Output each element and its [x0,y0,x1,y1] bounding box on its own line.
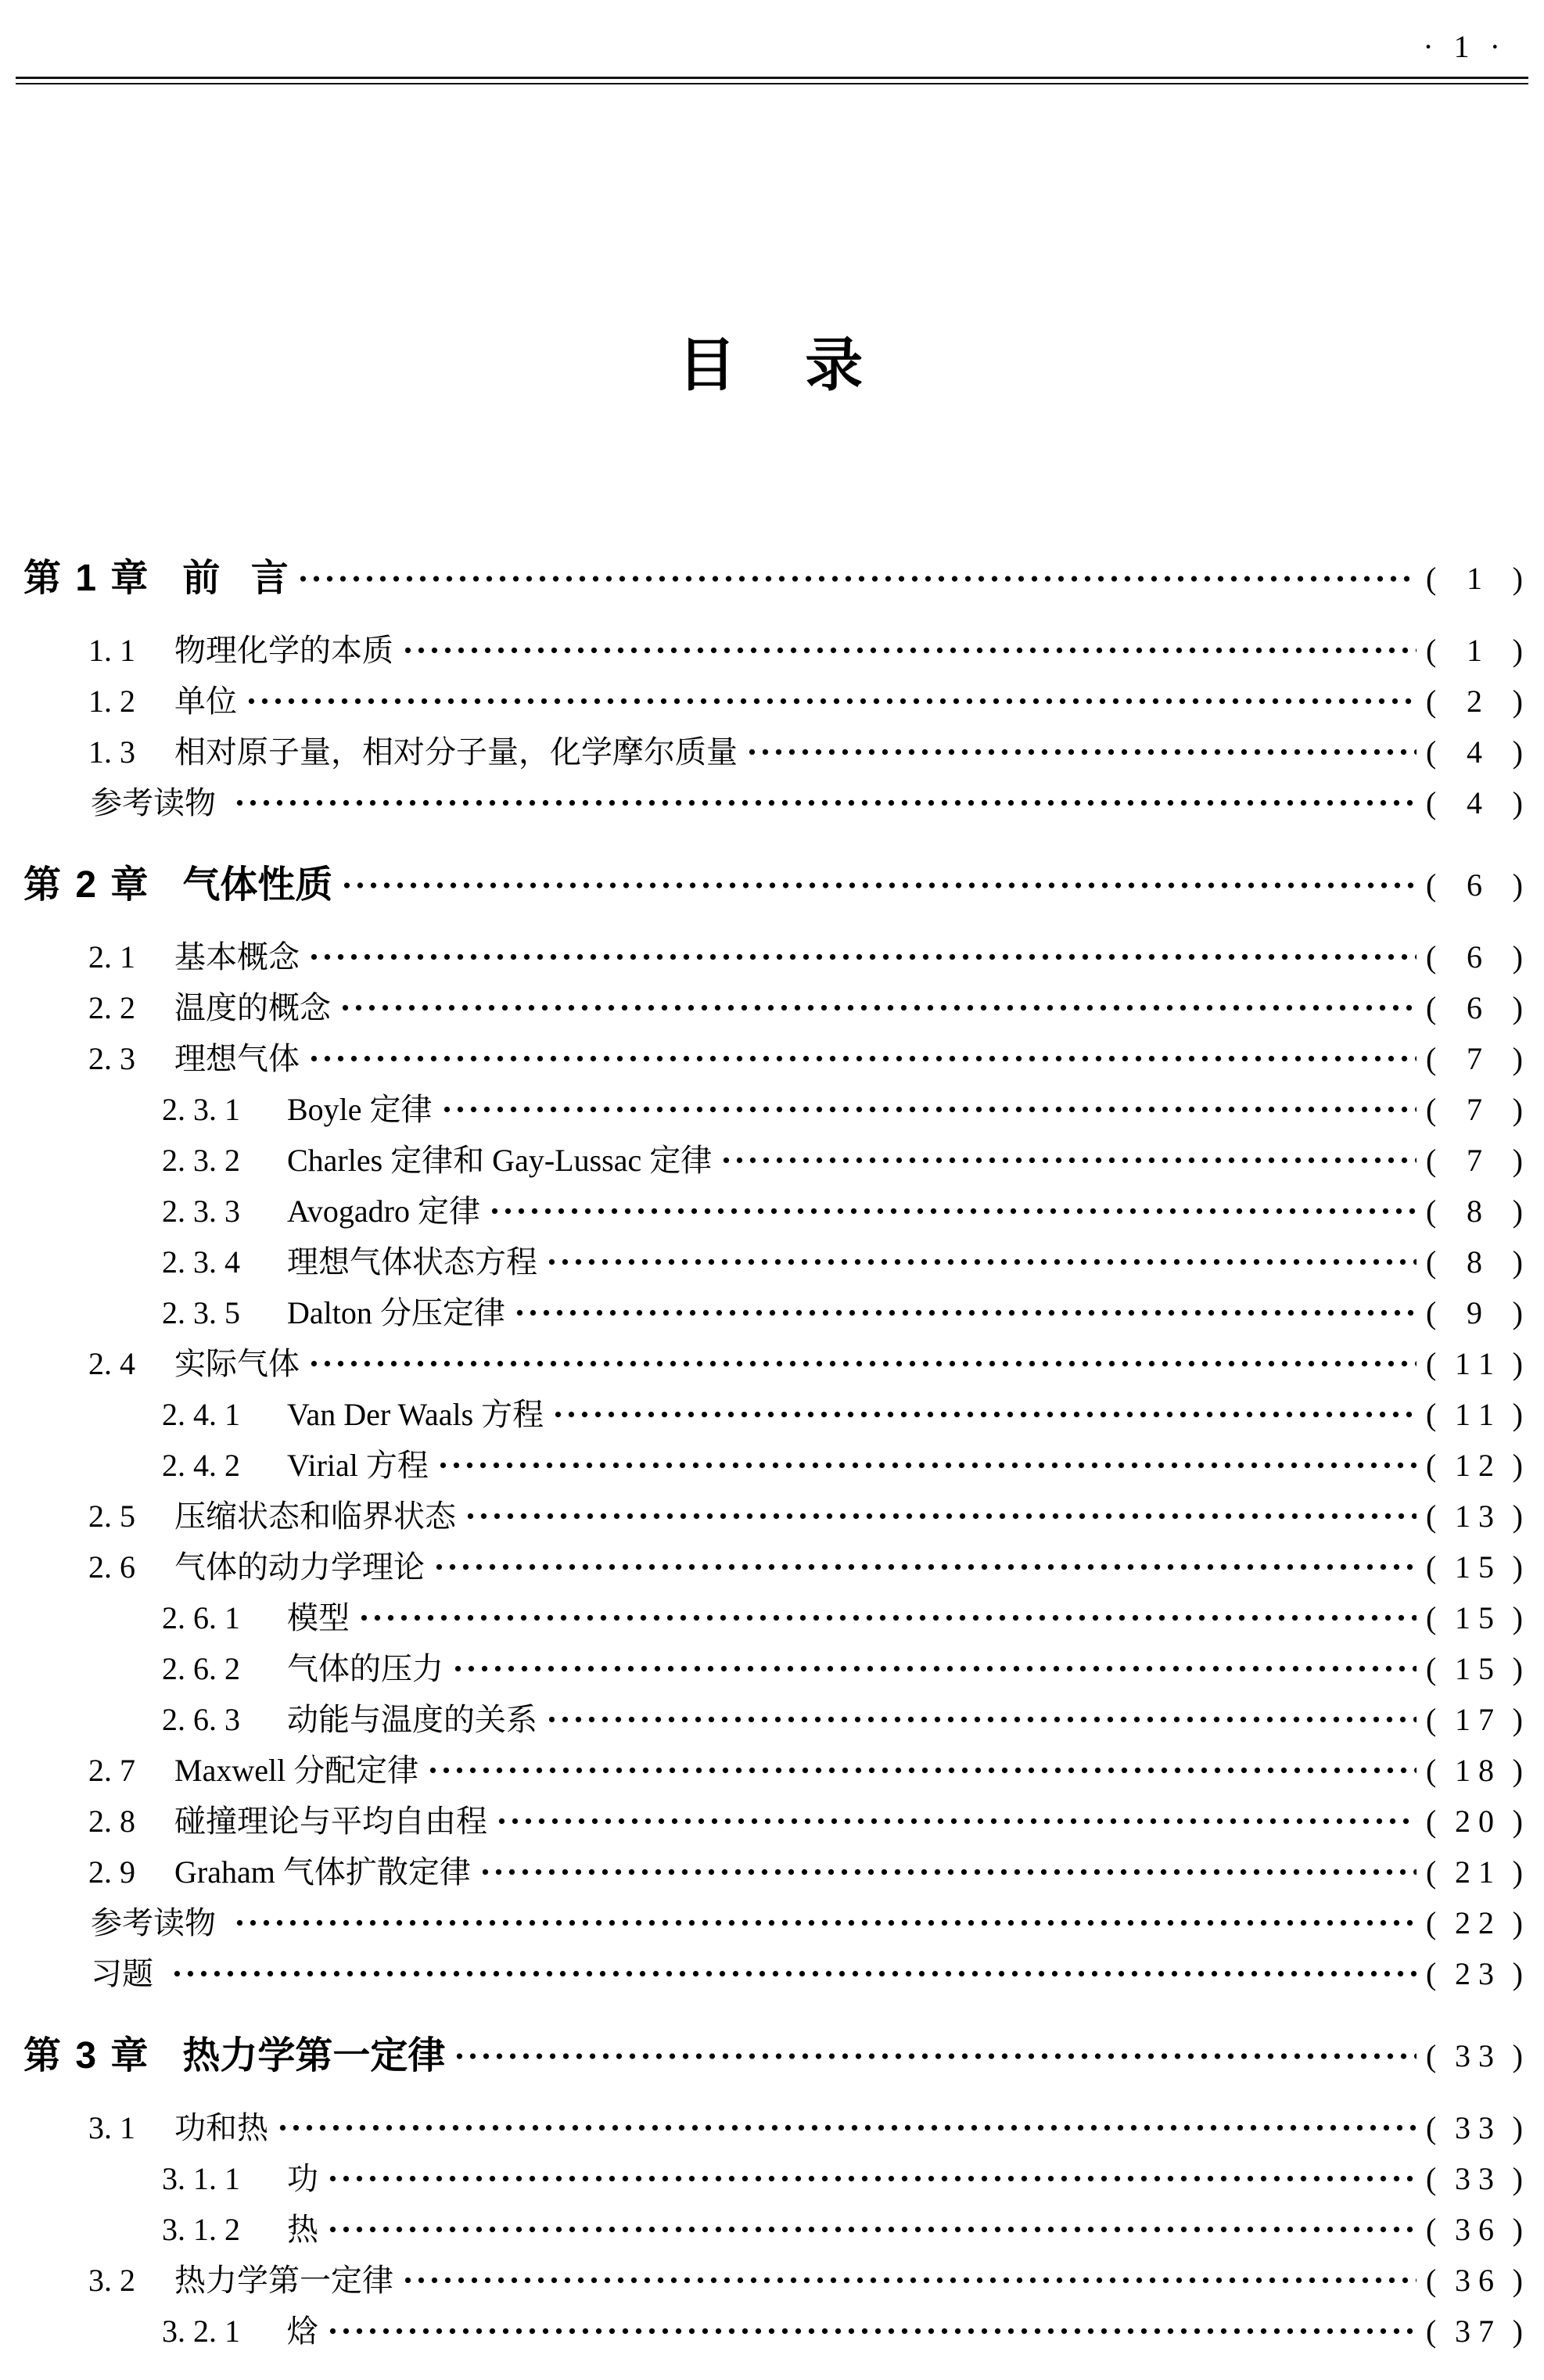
dot-leader [326,2204,1417,2255]
page-digits: 6 [1467,939,1482,975]
paren-open: ( [1426,1396,1437,1432]
toc-entry [0,553,1523,605]
entry-title: 实际气体 [174,1345,300,1381]
toc-entry [0,860,1523,911]
page-number [1426,1244,1523,1280]
toc-entry [0,1135,1523,1186]
dot-leader [326,2306,1417,2357]
page-number [1426,2038,1523,2073]
toc-entry [0,1033,1523,1084]
paren-close: ) [1512,1498,1523,1534]
entry-title: 热力学第一定律 [174,2262,393,2298]
toc-entry [0,1542,1523,1592]
paren-open: ( [1426,1498,1437,1534]
page-number [1426,1345,1523,1381]
paren-close: ) [1512,1904,1523,1940]
paren-open: ( [1426,1345,1437,1381]
page-digits: 8 [1467,1193,1482,1229]
dot-leader [495,1796,1417,1847]
page-digits: 2 3 [1455,1955,1494,1991]
paren-close: ) [1512,2109,1523,2145]
entry-title: 相对原子量，相对分子量，化学摩尔质量 [174,734,738,770]
toc-entry [0,2153,1523,2204]
entry-number: 2. 5 [88,1498,135,1534]
paren-close: ) [1512,734,1523,770]
dot-leader [307,932,1417,982]
paren-close: ) [1512,1599,1523,1635]
entry-title: 习题 [91,1955,153,1991]
entry-title: 理想气体状态方程 [287,1244,537,1280]
paren-open: ( [1426,1854,1437,1890]
entry-number: 3. 2. 1 [162,2313,240,2349]
paren-close: ) [1512,683,1523,719]
paren-open: ( [1426,2313,1437,2349]
page-number [1426,1396,1523,1432]
page-number [1426,1447,1523,1483]
paren-close: ) [1512,561,1523,596]
dot-leader [551,1389,1417,1440]
toc-entry [0,982,1523,1033]
entry-number: 1. 1 [88,632,135,668]
dot-leader [545,1694,1417,1745]
entry-title: 压缩状态和临界状态 [174,1498,456,1534]
paren-close: ) [1512,2262,1523,2298]
page-digits: 1 [1467,561,1482,596]
paren-close: ) [1512,1345,1523,1381]
page-number [1426,2160,1523,2196]
dot-leader [171,1948,1417,1999]
page-number [1426,683,1523,719]
page-digits: 4 [1467,784,1482,820]
toc-entry [0,1338,1523,1389]
page-digits: 6 [1467,989,1482,1025]
page-number [1426,1650,1523,1686]
dot-leader [745,727,1417,777]
page-number [1426,1599,1523,1635]
toc-entry [0,2030,1523,2082]
entry-number: 2. 7 [88,1752,135,1788]
page-digits: 2 [1467,683,1482,719]
toc-entry [0,1592,1523,1643]
page-digits: 6 [1467,867,1482,903]
paren-open: ( [1426,1040,1437,1076]
toc-entry [0,1897,1523,1948]
page-digits: 7 [1467,1040,1482,1076]
dot-leader [307,1338,1417,1389]
entry-number: 2. 6. 3 [162,1701,240,1737]
entry-number: 3. 2 [88,2262,135,2298]
entry-title: 物理化学的本质 [174,632,393,668]
entry-title: 动能与温度的关系 [287,1701,537,1737]
entry-title: Maxwell 分配定律 [174,1752,419,1788]
page-number [1426,2262,1523,2298]
paren-close: ) [1512,989,1523,1025]
toc-entry [0,625,1523,676]
entry-number: 2. 8 [88,1803,135,1839]
toc-entry [0,727,1523,777]
paren-open: ( [1426,1447,1437,1483]
paren-close: ) [1512,1854,1523,1890]
paren-close: ) [1512,939,1523,975]
entry-title: 功和热 [174,2109,268,2145]
dot-leader [426,1745,1417,1796]
entry-number: 2. 3. 3 [162,1193,240,1229]
dot-leader [545,1237,1417,1287]
page-number [1426,1955,1523,1991]
page-number [1426,1142,1523,1178]
entry-title: Virial 方程 [287,1447,429,1483]
entry-title: 气体性质 [182,864,333,906]
page-digits: 4 [1467,734,1482,770]
dot-leader [307,1033,1417,1084]
toc-entry [0,1847,1523,1897]
page-digits: 3 7 [1455,2313,1494,2349]
entry-number: 2. 4. 1 [162,1396,240,1432]
dot-leader [488,1186,1417,1237]
entry-number: 2. 4 [88,1345,135,1381]
entry-title: 温度的概念 [174,989,331,1025]
paren-close: ) [1512,1040,1523,1076]
page-digits: 9 [1467,1294,1482,1330]
paren-open: ( [1426,2262,1437,2298]
entry-number: 第 1 章 [23,558,149,599]
paren-open: ( [1426,1904,1437,1940]
paren-close: ) [1512,1142,1523,1178]
paren-open: ( [1426,2160,1437,2196]
entry-number: 1. 2 [88,683,135,719]
paren-close: ) [1512,2038,1523,2073]
entry-title: 参考读物 [91,784,216,820]
toc-entry [0,2306,1523,2357]
paren-open: ( [1426,1599,1437,1635]
page-number [1426,1294,1523,1330]
toc-entry [0,2255,1523,2306]
paren-open: ( [1426,1193,1437,1229]
entry-number: 3. 1 [88,2109,135,2145]
toc-entry [0,1084,1523,1135]
page-number [1426,939,1523,975]
paren-close: ) [1512,1752,1523,1788]
paren-close: ) [1512,2211,1523,2247]
page-number [1426,734,1523,770]
dot-leader [401,2255,1417,2306]
entry-number: 2. 6. 2 [162,1650,240,1686]
entry-title: 气体的动力学理论 [174,1549,425,1585]
paren-close: ) [1512,1803,1523,1839]
paren-open: ( [1426,1091,1437,1127]
paren-close: ) [1512,1396,1523,1432]
entry-number: 2. 3. 5 [162,1294,240,1330]
page-number [1426,1701,1523,1737]
entry-number: 3. 1. 2 [162,2211,240,2247]
page-number [1426,1091,1523,1127]
paren-close: ) [1512,1549,1523,1585]
paren-open: ( [1426,2038,1437,2073]
toc-entry [0,2102,1523,2153]
paren-open: ( [1426,1803,1437,1839]
page-digits: 7 [1467,1091,1482,1127]
paren-open: ( [1426,1955,1437,1991]
dot-leader [464,1491,1417,1542]
dot-leader [453,2030,1417,2082]
dot-leader [276,2102,1417,2153]
toc-entry [0,1745,1523,1796]
paren-close: ) [1512,1447,1523,1483]
entry-number: 3. 1. 1 [162,2160,240,2196]
entry-number: 2. 3. 2 [162,1142,240,1178]
page-folio: · 1 · [1423,29,1500,64]
paren-close: ) [1512,1193,1523,1229]
entry-title: Van Der Waals 方程 [287,1396,544,1432]
page-digits: 1 1 [1455,1345,1494,1381]
paren-open: ( [1426,1294,1437,1330]
entry-number: 2. 6 [88,1549,135,1585]
page-number [1426,2211,1523,2247]
page-number [1426,1803,1523,1839]
page-title: 目 录 [677,332,867,397]
paren-open: ( [1426,1752,1437,1788]
page-number [1426,1549,1523,1585]
dot-leader [233,777,1417,828]
dot-leader [513,1287,1417,1338]
paren-close: ) [1512,1244,1523,1280]
toc-entry [0,1186,1523,1237]
toc-entry [0,932,1523,982]
paren-close: ) [1512,2313,1523,2349]
dot-leader [720,1135,1417,1186]
paren-open: ( [1426,2211,1437,2247]
page-digits: 3 6 [1455,2262,1494,2298]
entry-title: Avogadro 定律 [287,1193,480,1229]
entry-title: Boyle 定律 [287,1091,433,1127]
paren-open: ( [1426,867,1437,903]
dot-leader [479,1847,1417,1897]
page-number [1426,2109,1523,2145]
toc-entry [0,2204,1523,2255]
page-number [1426,1854,1523,1890]
paren-open: ( [1426,1549,1437,1585]
page-number [1426,1040,1523,1076]
page-number [1426,2313,1523,2349]
paren-open: ( [1426,1142,1437,1178]
paren-open: ( [1426,989,1437,1025]
entry-title: 气体的压力 [287,1650,443,1686]
toc-entry [0,1491,1523,1542]
entry-title: 单位 [174,683,237,719]
dot-leader [233,1897,1417,1948]
entry-number: 第 2 章 [23,864,149,906]
header-double-rule [16,77,1528,84]
dot-leader [326,2153,1417,2204]
paren-open: ( [1426,784,1437,820]
entry-title: 参考读物 [91,1904,216,1940]
page-digits: 1 2 [1455,1447,1494,1483]
toc-entry [0,777,1523,828]
paren-open: ( [1426,1701,1437,1737]
toc-entry [0,1237,1523,1287]
page-number [1426,784,1523,820]
entry-title: Charles 定律和 Gay-Lussac 定律 [287,1142,713,1178]
entry-number: 1. 3 [88,734,135,770]
page-digits: 3 6 [1455,2211,1494,2247]
toc-entry [0,1287,1523,1338]
entry-number: 2. 6. 1 [162,1599,240,1635]
page-number [1426,989,1523,1025]
entry-title: 热力学第一定律 [182,2035,446,2077]
paren-close: ) [1512,1955,1523,1991]
page-digits: 1 5 [1455,1549,1494,1585]
dot-leader [245,676,1417,727]
toc-entry [0,1389,1523,1440]
page-digits: 2 2 [1455,1904,1494,1940]
paren-close: ) [1512,867,1523,903]
paren-close: ) [1512,632,1523,668]
page-digits: 1 7 [1455,1701,1494,1737]
page-number [1426,632,1523,668]
entry-title: 碰撞理论与平均自由程 [174,1803,487,1839]
page-digits: 2 0 [1455,1803,1494,1839]
entry-number: 2. 3 [88,1040,135,1076]
page-digits: 1 5 [1455,1599,1494,1635]
paren-open: ( [1426,939,1437,975]
table-of-contents [0,522,1544,2357]
entry-number: 2. 3. 1 [162,1091,240,1127]
dot-leader [357,1592,1417,1643]
paren-open: ( [1426,561,1437,596]
dot-leader [296,553,1417,605]
paren-open: ( [1426,1244,1437,1280]
entry-number: 2. 4. 2 [162,1447,240,1483]
entry-title: Graham 气体扩散定律 [174,1854,471,1890]
toc-entry [0,676,1523,727]
page-digits: 3 3 [1455,2160,1494,2196]
entry-number: 2. 9 [88,1854,135,1890]
toc-entry [0,1948,1523,1999]
paren-close: ) [1512,2160,1523,2196]
paren-open: ( [1426,2109,1437,2145]
page-digits: 3 3 [1455,2038,1494,2073]
dot-leader [433,1542,1417,1592]
dot-leader [401,625,1417,676]
entry-number: 2. 3. 4 [162,1244,240,1280]
dot-leader [451,1643,1417,1694]
dot-leader [340,860,1417,911]
page-digits: 2 1 [1455,1854,1494,1890]
page-digits: 3 3 [1455,2109,1494,2145]
entry-title: 焓 [287,2313,318,2349]
entry-number: 2. 1 [88,939,135,975]
toc-entry [0,1796,1523,1847]
entry-title: 前 言 [182,558,289,599]
entry-title: 功 [287,2160,318,2196]
entry-title: 理想气体 [174,1040,300,1076]
page-digits: 1 3 [1455,1498,1494,1534]
page-digits: 1 5 [1455,1650,1494,1686]
entry-number: 2. 2 [88,989,135,1025]
paren-close: ) [1512,784,1523,820]
page-number [1426,1193,1523,1229]
entry-title: 基本概念 [174,939,300,975]
dot-leader [339,982,1417,1033]
paren-close: ) [1512,1650,1523,1686]
page-number [1426,1498,1523,1534]
page-digits: 1 1 [1455,1396,1494,1432]
paren-open: ( [1426,1650,1437,1686]
dot-leader [440,1084,1417,1135]
paren-open: ( [1426,683,1437,719]
entry-title: 模型 [287,1599,350,1635]
page-digits: 1 [1467,632,1482,668]
paren-close: ) [1512,1294,1523,1330]
page-number [1426,563,1523,594]
paren-close: ) [1512,1091,1523,1127]
entry-title: Dalton 分压定律 [287,1294,505,1330]
entry-title: 热 [287,2211,318,2247]
page-number [1426,1904,1523,1940]
entry-number: 第 3 章 [23,2035,149,2077]
page-number [1426,1752,1523,1788]
toc-entry [0,1643,1523,1694]
page-number [1426,867,1523,903]
paren-open: ( [1426,632,1437,668]
page-digits: 8 [1467,1244,1482,1280]
paren-open: ( [1426,734,1437,770]
dot-leader [436,1440,1417,1491]
toc-entry [0,1440,1523,1491]
page-digits: 7 [1467,1142,1482,1178]
paren-close: ) [1512,1701,1523,1737]
page-digits: 1 8 [1455,1752,1494,1788]
toc-entry [0,1694,1523,1745]
